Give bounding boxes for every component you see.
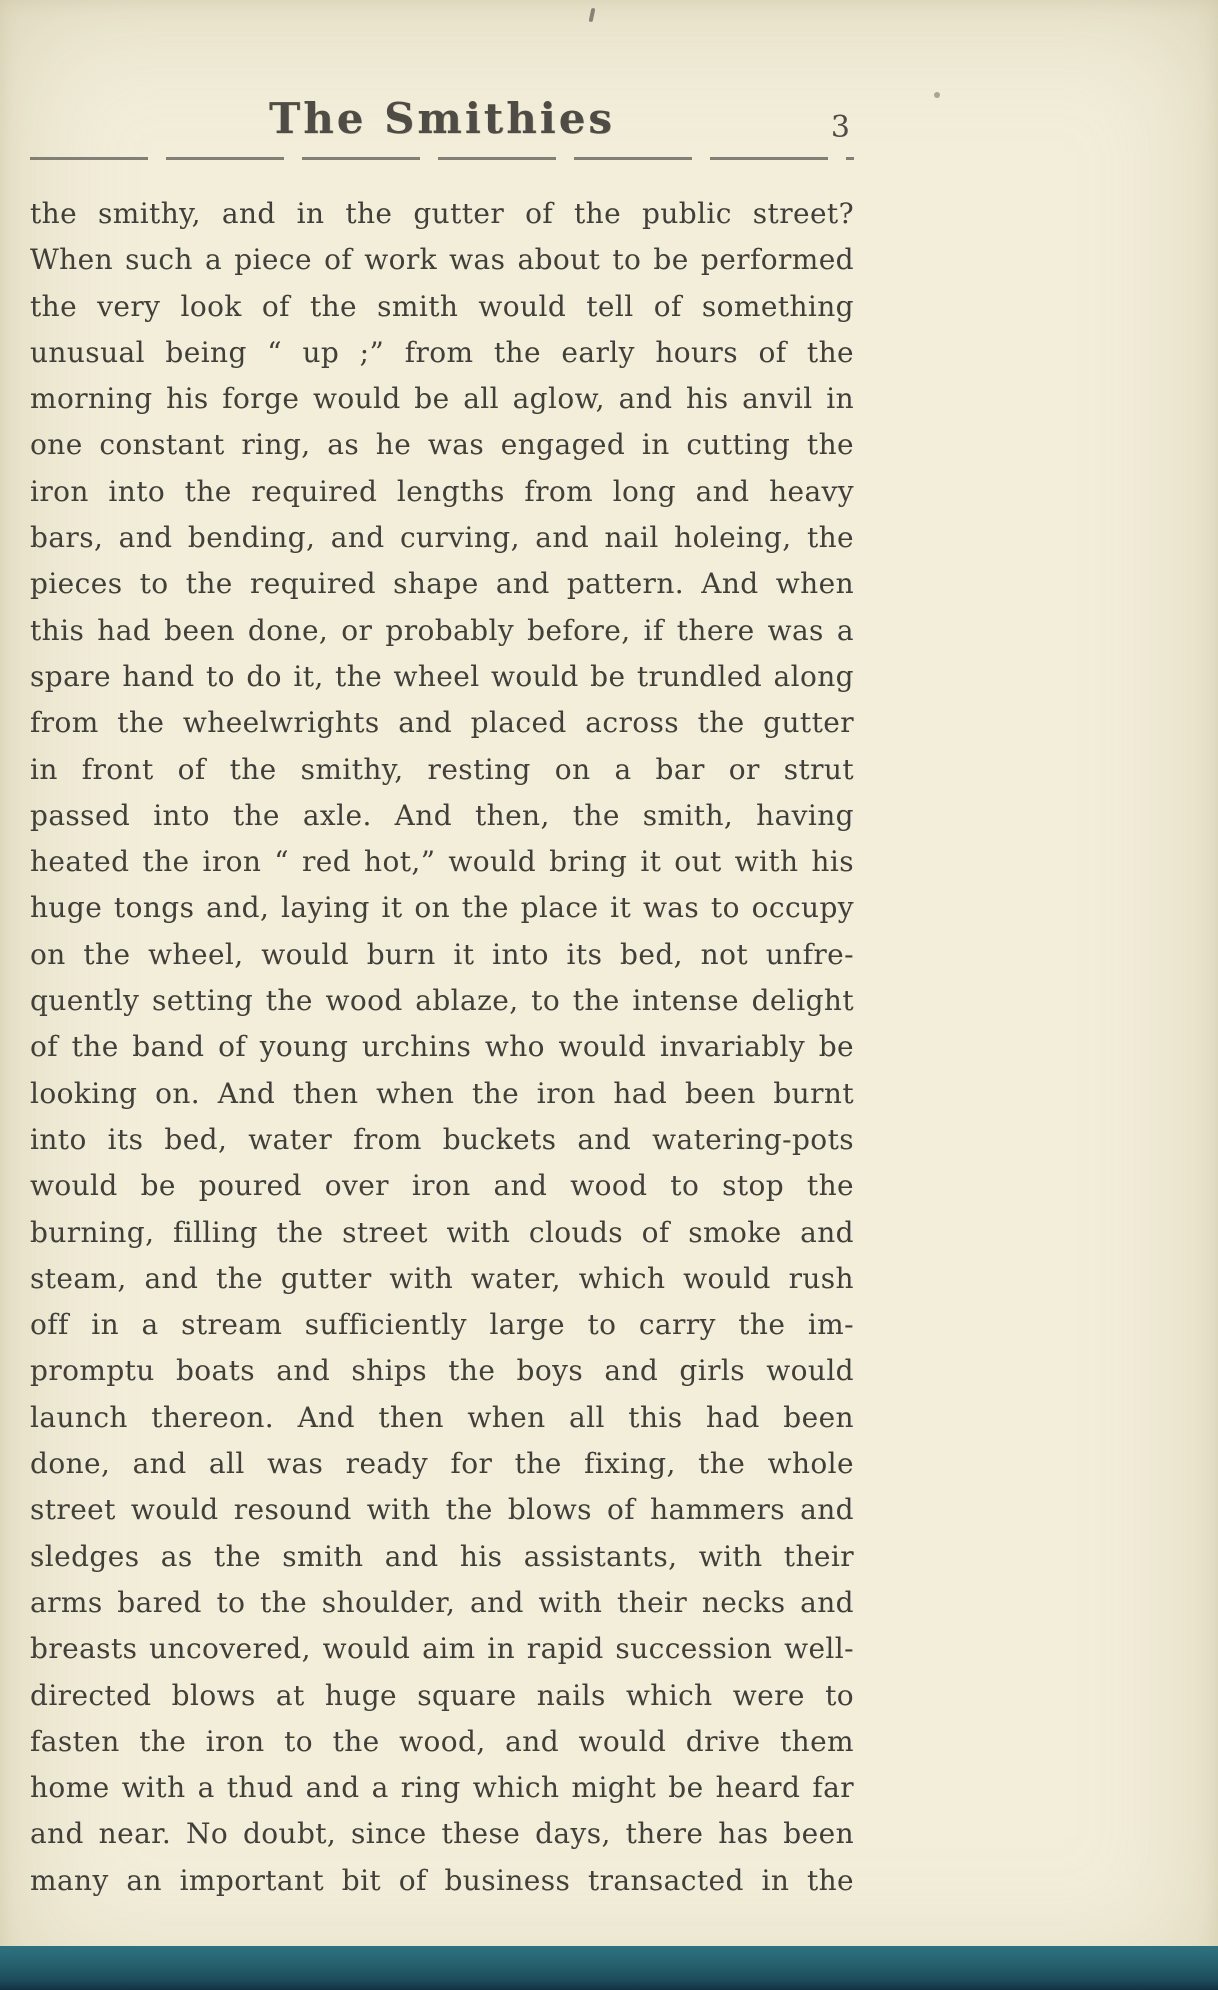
page-number: 3: [830, 110, 850, 145]
text-line: directed blows at huge square nails which were to: [30, 1678, 854, 1712]
text-column: [30, 0, 854, 1990]
text-line: heated the iron “ red hot,” would bring it out with his: [30, 845, 854, 879]
text-line: on the wheel, would burn it into its bed, not unfre-: [30, 937, 854, 971]
body-text: [30, 191, 854, 1904]
text-line: breasts uncovered, would aim in rapid succession well-: [30, 1632, 854, 1666]
text-line: street would resound with the blows of hammers and: [30, 1493, 854, 1527]
text-line: this had been done, or probably before, if there was a: [30, 613, 854, 647]
text-line: unusual being “ up ;” from the early hours of the: [30, 335, 854, 369]
text-line: pieces to the required shape and pattern. And when: [30, 567, 854, 601]
text-line: of the band of young urchins who would invariably be: [30, 1030, 854, 1064]
text-line: arms bared to the shoulder, and with their necks and: [30, 1585, 854, 1619]
scan-artifact-speck: [934, 92, 940, 98]
text-line: steam, and the gutter with water, which would rush: [30, 1261, 854, 1295]
text-line: the very look of the smith would tell of something: [30, 289, 854, 323]
text-line: off in a stream sufficiently large to carry the im-: [30, 1308, 854, 1342]
text-line: many an important bit of business transacted in the: [30, 1863, 854, 1897]
header-rule: [30, 157, 854, 160]
text-line: sledges as the smith and his assistants, with their: [30, 1539, 854, 1573]
text-line: into its bed, water from buckets and watering-pots: [30, 1122, 854, 1156]
text-line: one constant ring, as he was engaged in cutting the: [30, 428, 854, 462]
text-line: quently setting the wood ablaze, to the intense delight: [30, 984, 854, 1018]
text-line: morning his forge would be all aglow, and his anvil in: [30, 382, 854, 416]
text-line: would be poured over iron and wood to stop the: [30, 1169, 854, 1203]
text-line: passed into the axle. And then, the smith, having: [30, 798, 854, 832]
page-title: The Smithies: [268, 94, 616, 143]
text-line: looking on. And then when the iron had been burnt: [30, 1076, 854, 1110]
text-line: When such a piece of work was about to be performed: [30, 243, 854, 277]
text-line: home with a thud and a ring which might be heard far: [30, 1771, 854, 1805]
text-line: and near. No doubt, since these days, there has been: [30, 1817, 854, 1851]
text-line: in front of the smithy, resting on a bar or strut: [30, 752, 854, 786]
text-line: fasten the iron to the wood, and would drive them: [30, 1724, 854, 1758]
text-line: iron into the required lengths from long and heavy: [30, 474, 854, 508]
text-line: the smithy, and in the gutter of the public street?: [30, 197, 854, 230]
text-line: launch thereon. And then when all this had been: [30, 1400, 854, 1434]
text-line: burning, filling the street with clouds of smoke and: [30, 1215, 854, 1249]
text-line: from the wheelwrights and placed across the gutter: [30, 706, 854, 740]
scan-bottom-edge: [0, 1946, 1218, 1990]
text-line: bars, and bending, and curving, and nail holeing, the: [30, 521, 854, 555]
text-line: done, and all was ready for the fixing, the whole: [30, 1447, 854, 1481]
text-line: promptu boats and ships the boys and girls would: [30, 1354, 854, 1388]
text-line: spare hand to do it, the wheel would be trundled along: [30, 659, 854, 693]
text-line: huge tongs and, laying it on the place it was to occupy: [30, 891, 854, 925]
